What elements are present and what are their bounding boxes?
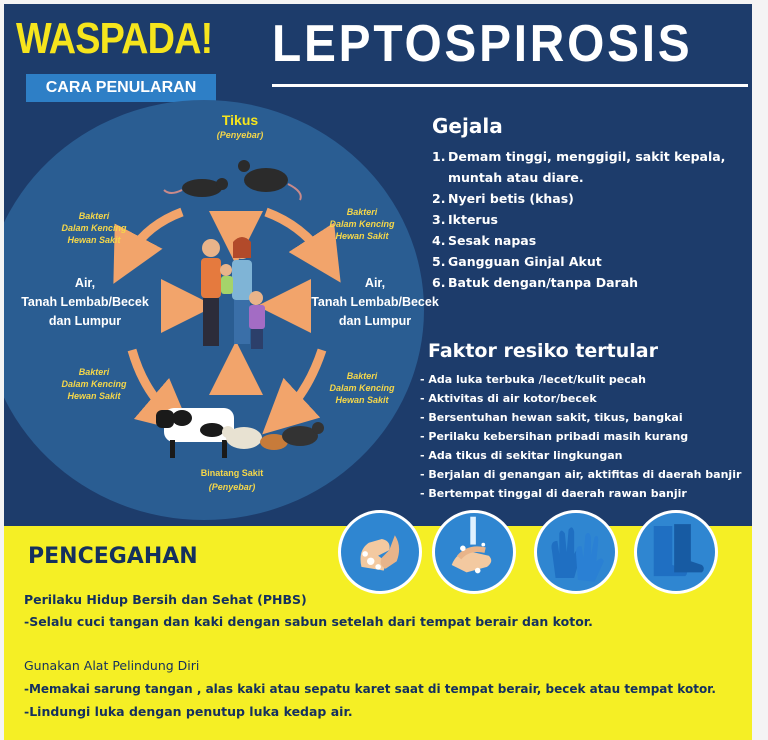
- glove-icon: [534, 510, 618, 594]
- arrow-bottom-left: [132, 350, 172, 416]
- gejala-item-cont: muntah atau diare.: [448, 170, 584, 185]
- gejala-item: 3. Ikterus: [432, 212, 498, 227]
- bakteri-label-bottom-right: Bakteri Dalam Kencing Hewan Sakit: [329, 371, 395, 405]
- page-title: LEPTOSPIROSIS: [272, 15, 693, 73]
- apd-item: -Memakai sarung tangan , alas kaki atau sepatu karet saat di tempat berair, becek atau tempat kotor.: [24, 682, 716, 696]
- boot-icon: [634, 510, 718, 594]
- faktor-item: - Ada luka terbuka /lecet/kulit pecah: [420, 373, 647, 386]
- hand-wash-icon: [338, 510, 422, 594]
- arrow-top-left: [126, 212, 182, 260]
- gejala-item: 5. Gangguan Ginjal Akut: [432, 254, 602, 269]
- title-underline: [272, 84, 748, 87]
- phbs-title: Perilaku Hidup Bersih dan Sehat (PHBS): [24, 592, 307, 607]
- bakteri-label-top-right: Bakteri Dalam Kencing Hewan Sakit: [329, 207, 395, 241]
- waspada-heading: WASPADA!: [16, 14, 213, 63]
- faktor-list: [420, 370, 750, 503]
- poster: [4, 4, 752, 740]
- bakteri-label-top-left: Bakteri Dalam Kencing Hewan Sakit: [61, 211, 127, 245]
- faktor-title: Faktor resiko tertular: [428, 340, 658, 362]
- cycle-top-sub: (Penyebar): [216, 130, 264, 140]
- cara-penularan-label: CARA PENULARAN: [26, 74, 216, 102]
- arrow-top-right: [266, 212, 326, 260]
- phbs-item: -Selalu cuci tangan dan kaki dengan sabun setelah dari tempat berair dan kotor.: [24, 614, 593, 629]
- water-tap-icon: [432, 510, 516, 594]
- cycle-top-label: Tikus: [221, 112, 259, 128]
- cycle-bottom-label: Binatang Sakit: [200, 468, 264, 478]
- gejala-title: Gejala: [432, 114, 503, 138]
- faktor-item: - Ada tikus di sekitar lingkungan: [420, 449, 623, 462]
- faktor-item: - Aktivitas di air kotor/becek: [420, 392, 597, 405]
- gejala-item: 2. Nyeri betis (khas): [432, 191, 574, 206]
- cycle-right-label: Air, Tanah Lembab/Becek dan Lumpur: [311, 276, 439, 328]
- cycle-bottom-sub: (Penyebar): [208, 482, 256, 492]
- gejala-item: 6. Batuk dengan/tanpa Darah: [432, 275, 639, 290]
- gejala-item: 4. Sesak napas: [432, 233, 537, 248]
- gejala-list: [432, 146, 748, 293]
- faktor-item: - Perilaku kebersihan pribadi masih kurang: [420, 430, 689, 443]
- cycle-left-label: Air, Tanah Lembab/Becek dan Lumpur: [21, 276, 149, 328]
- family-icon: [201, 237, 265, 349]
- pencegahan-title: PENCEGAHAN: [28, 544, 198, 569]
- faktor-item: - Berjalan di genangan air, aktifitas di daerah banjir: [420, 468, 742, 481]
- faktor-item: - Bertempat tinggal di daerah rawan banjir: [420, 487, 687, 500]
- faktor-item: - Bersentuhan hewan sakit, tikus, bangkai: [420, 411, 683, 424]
- bakteri-label-bottom-left: Bakteri Dalam Kencing Hewan Sakit: [61, 367, 127, 401]
- cow-icon: [156, 408, 324, 458]
- arrow-bottom-right: [282, 350, 322, 416]
- apd-item: -Lindungi luka dengan penutup luka kedap air.: [24, 704, 353, 719]
- rat-icon: [164, 160, 301, 200]
- gejala-item: 1. Demam tinggi, menggigil, sakit kepala,: [432, 149, 726, 164]
- apd-title: Gunakan Alat Pelindung Diri: [24, 658, 200, 673]
